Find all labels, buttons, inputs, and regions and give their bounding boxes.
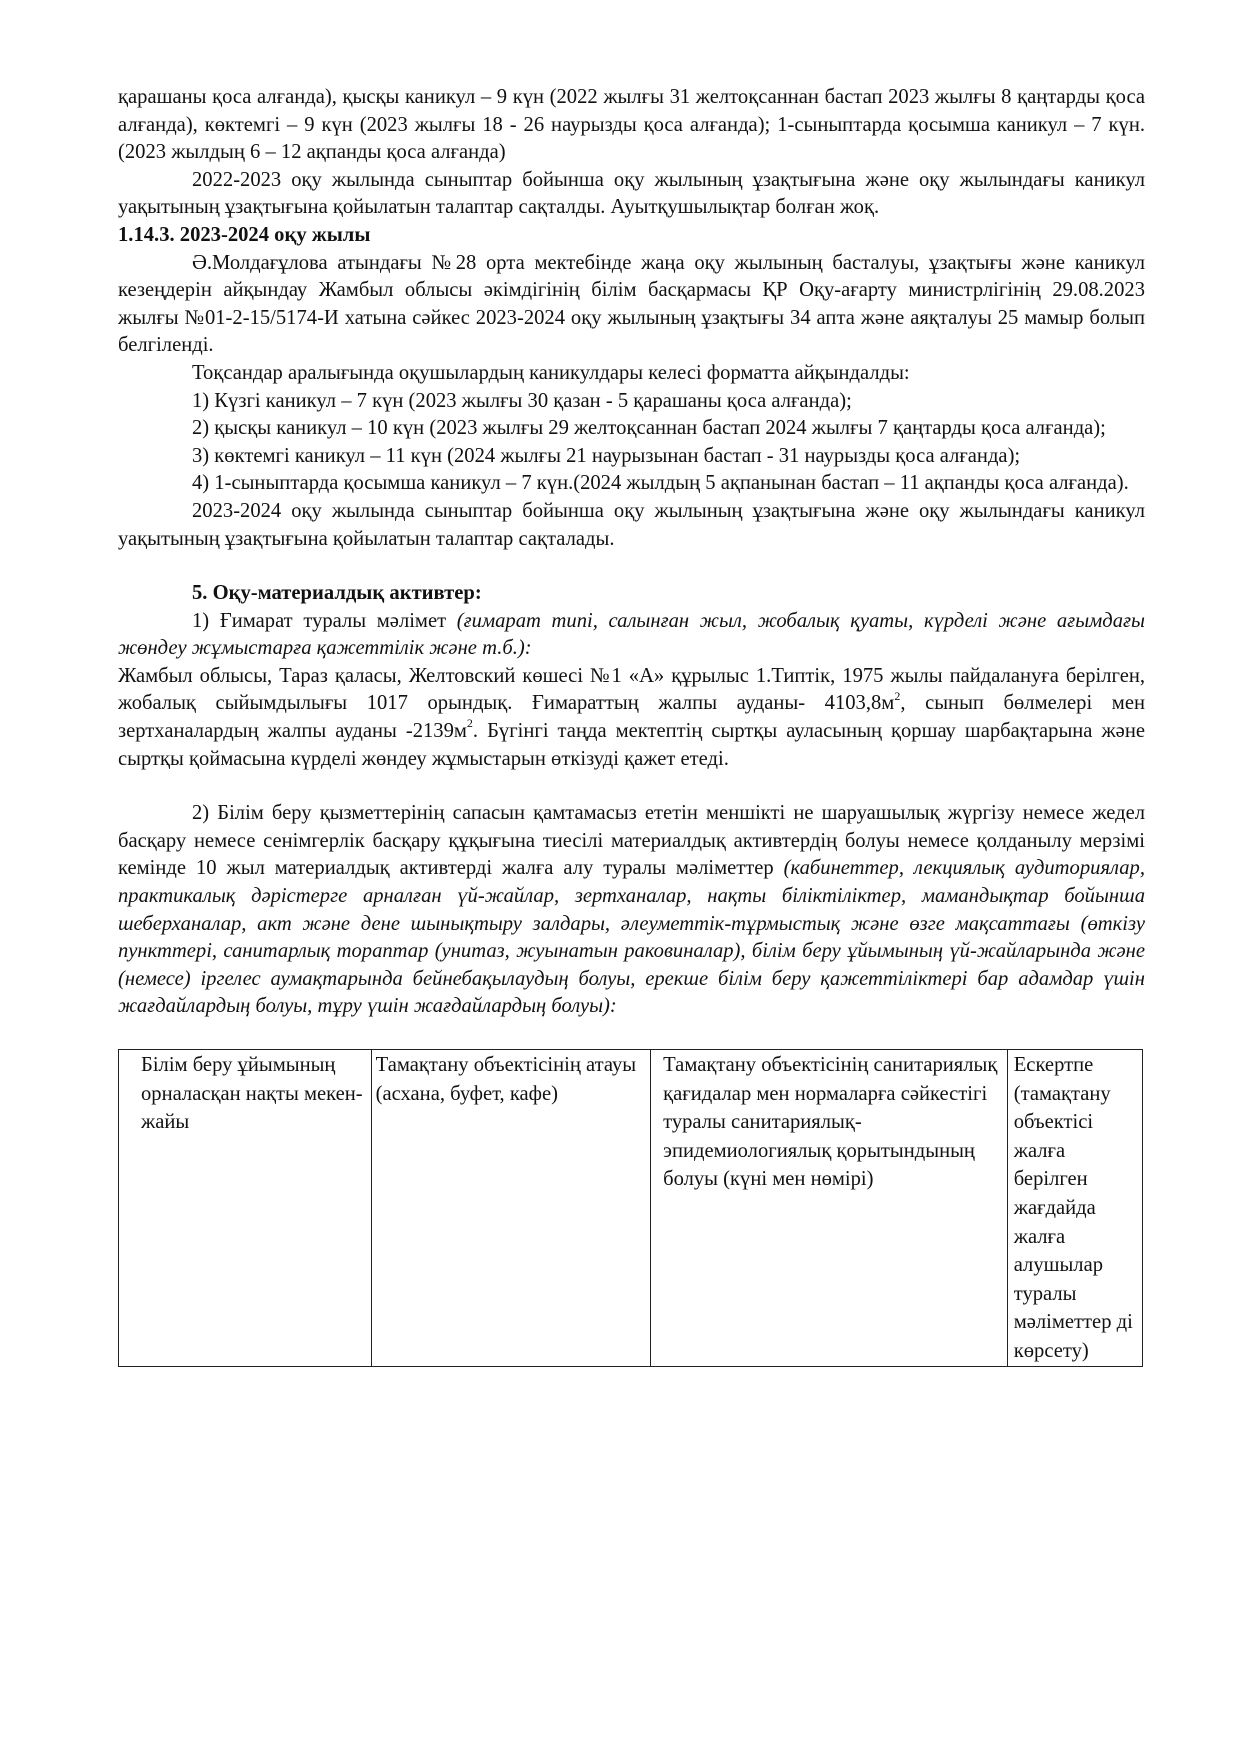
paragraph-holidays-2022-2023: қарашаны қоса алғанда), қысқы каникул – 9 күн (2022 жылғы 31 желтоқсаннан бастап 2023 жылғы 8 қаңтарды қоса алғанда), көктемгі – 9 күн (2023 жылғы 18 - 26 наурызды қоса алғанда); 1-сыныптарда қосымша каникул – 7 күн.(2023 жылдың 6 – 12 ақпанды қоса алғанда) [118, 86, 1145, 164]
paragraph-requirements-2022-2023: 2022-2023 оқу жылында сыныптар бойынша оқу жылының ұзақтығына және оқу жылындағы каникул уақытының ұзақтығына қойылатын талаптар сақталды. Ауытқушылықтар болған жоқ. [118, 168, 1145, 219]
material-assets-lead: 2) Білім беру қызметтерінің сапасын қамтамасыз ететін меншікті не шаруашылық жүргізу немесе жедел басқару немесе сенімгерлік басқару құқығына тиесілі материалдық активтердің болуы немесе қолданылу мерзімі кемінде 10 жыл материалдық активтерді жалға алу туралы мәліметтер [118, 802, 1145, 880]
superscript-2: 2 [466, 716, 473, 731]
paragraph-material-assets [118, 800, 1145, 1021]
paragraph-building-info [118, 608, 1145, 663]
superscript-2: 2 [894, 688, 901, 703]
paragraph-building-details [118, 663, 1145, 773]
spacer [118, 773, 1145, 800]
table-cell-note: Ескертпе (тамақтану объектісі жалға берілген жағдайда жалға алушылар туралы мәліметтер ді көрсету) [1007, 1050, 1142, 1367]
list-item-winter-holiday: 2) қысқы каникул – 10 күн (2023 жылғы 29 желтоқсаннан бастап 2024 жылғы 7 қаңтарды қоса алғанда); [192, 417, 1106, 440]
list-item-autumn-holiday: 1) Күзгі каникул – 7 күн (2023 жылғы 30 қазан - 5 қарашаны қоса алғанда); [192, 389, 852, 412]
paragraph-holidays-intro: Тоқсандар аралығында оқушылардың каникулдары келесі форматта айқындалды: [192, 361, 910, 384]
list-item-spring-holiday: 3) көктемгі каникул – 11 күн (2024 жылғы 21 наурызынан бастап - 31 наурызды қоса алғанда); [192, 444, 1021, 467]
table-cell-address: Білім беру ұйымының орналасқан нақты мекен-жайы [119, 1050, 372, 1367]
document-page [118, 84, 1145, 1367]
catering-table [118, 1049, 1143, 1367]
building-details-part-2: , сынып бөлмелері мен зертханалардың жалпы ауданы -2139м [118, 692, 1145, 743]
spacer [118, 553, 1145, 580]
table-header-row [119, 1050, 1143, 1367]
building-details-part-3: . Бүгінгі таңда мектептің сыртқы ауласының қоршау шарбақтарына және сыртқы қоймасына күрделі жөндеу жұмыстарын өткізуді қажет етеді. [118, 720, 1145, 770]
heading-1-14-3: 1.14.3. 2023-2024 оқу жылы [118, 223, 371, 246]
building-details-part-1: Жамбыл облысы, Тараз қаласы, Желтовский көшесі №1 «А» құрылыс 1.Типтік, 1975 жылы пайдалануға берілген, жобалық сыйымдылығы 1017 орындық. Ғимараттың жалпы ауданы- 4103,8м [118, 664, 1145, 715]
material-assets-note: (кабинеттер, лекциялық аудиториялар, практикалық дәрістерге арналған үй-жайлар, зертханалар, нақты біліктіліктер, мамандықтар бойынша шеберханалар, акт және дене шынықтыру залдары, әлеуметтік-тұрмыстық және өзге мақсаттағы (өткізу пункттері, санитарлық тораптар (унитаз, жуынатын раковиналар), білім беру ұйымының үй-жайларында және (немесе) іргелес аумақтарында бейнебақылаудың болуы, ерекше білім беру қажеттіліктері бар адамдар үшін жағдайлардың болуы, тұру үшін жағдайлардың болуы): [118, 857, 1145, 1018]
paragraph-school-year-start: Ә.Молдағұлова атындағы №28 орта мектебінде жаңа оқу жылының басталуы, ұзақтығы және каникул кезеңдерін айқындау Жамбыл облысы әкімдігінің білім басқармасы ҚР Оқу-ағарту министрлігінің 29.08.2023 жылғы №01-2-15/5174-И хатына сәйкес 2023-2024 оқу жылының ұзақтығы 34 апта және аяқталуы 25 мамыр болып белгіленді. [118, 251, 1145, 357]
building-info-lead: 1) Ғимарат туралы мәлімет [192, 609, 457, 632]
table-cell-catering-name: Тамақтану объектісінің атауы (асхана, буфет, кафе) [371, 1050, 650, 1367]
heading-section-5: 5. Оқу-материалдық активтер: [192, 582, 482, 605]
table-cell-sanitary-conclusion: Тамақтану объектісінің санитариялық қағидалар мен нормаларға сәйкестігі туралы санитариялық-эпидемиологиялық қорытындының болуы (күні мен нөмірі) [651, 1050, 1008, 1367]
building-info-note: (ғимарат типі, салынған жыл, жобалық қуаты, күрделі және ағымдағы жөндеу жұмыстарға қажеттілік және т.б.): [118, 609, 1145, 660]
list-item-first-grade-holiday: 4) 1-сыныптарда қосымша каникул – 7 күн.(2024 жылдың 5 ақпанынан бастап – 11 ақпанды қоса алғанда). [192, 472, 1129, 495]
paragraph-requirements-2023-2024: 2023-2024 оқу жылында сыныптар бойынша оқу жылының ұзақтығына және оқу жылындағы каникул уақытының ұзақтығына қойылатын талаптар сақталады. [118, 499, 1145, 550]
